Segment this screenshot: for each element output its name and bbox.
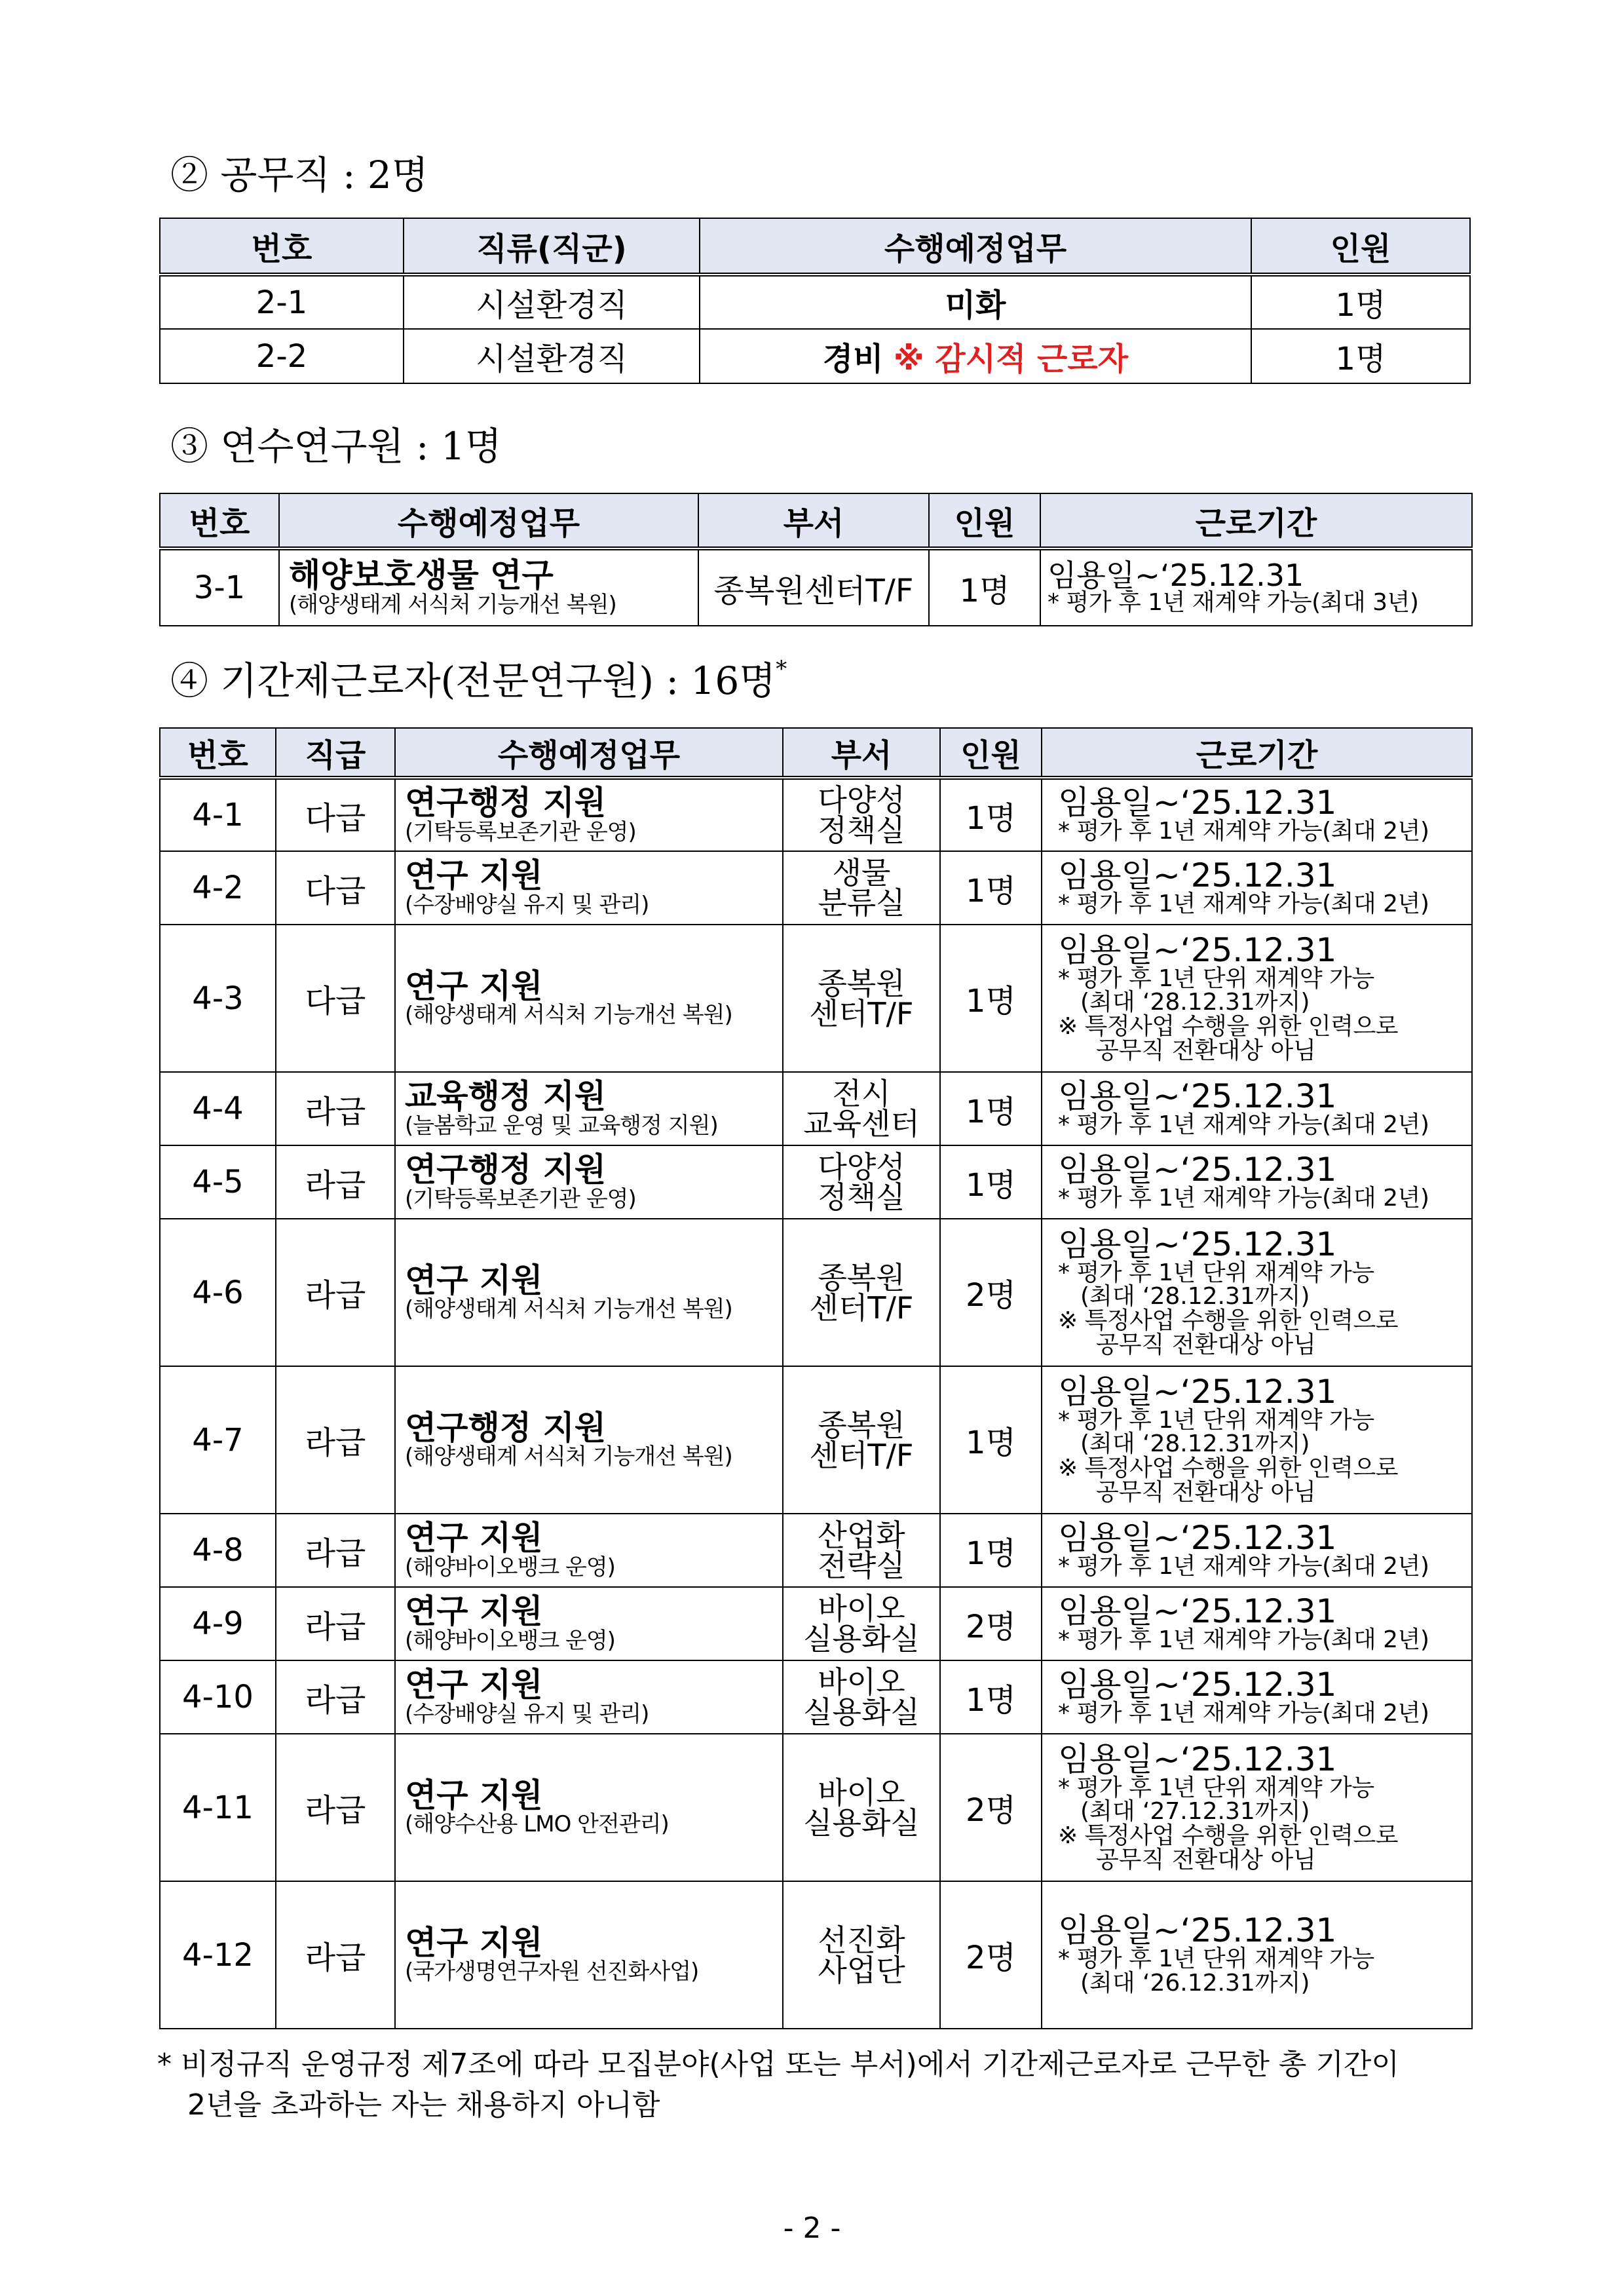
row-dept	[783, 1072, 940, 1145]
row-task	[395, 1660, 783, 1734]
period-date: 임용일~‘25.12.31	[1058, 1372, 1337, 1411]
task-detail: (기탁등록보존기관 운영)	[405, 1185, 636, 1212]
row-dept: 종복원센터T/F	[698, 548, 929, 626]
header-period: 근로기간	[1042, 728, 1472, 778]
period-remark-2: 공무직 전환대상 아님	[1096, 1478, 1316, 1506]
header-count: 인원	[940, 728, 1042, 778]
row-count: 2명	[940, 1881, 1042, 2029]
header-task: 수행예정업무	[279, 493, 698, 548]
header-dept: 부서	[783, 728, 940, 778]
row-task	[395, 1145, 783, 1219]
dept-line-1: 종복원	[818, 1259, 905, 1295]
task-detail: (해양바이오뱅크 운영)	[405, 1554, 615, 1580]
table-row	[160, 548, 1472, 626]
section-4-title-text: ④ 기간제근로자(전문연구원) : 16명	[170, 659, 776, 703]
period-date: 임용일~‘25.12.31	[1058, 856, 1337, 895]
task-detail: (기탁등록보존기관 운영)	[405, 818, 636, 845]
table-row	[160, 1366, 1472, 1514]
row-dept	[783, 1366, 940, 1514]
row-count: 2명	[940, 1219, 1042, 1366]
task-title: 연구 지원	[405, 1519, 543, 1558]
period-note: * 평가 후 1년 재계약 가능(최대 3년)	[1048, 589, 1419, 617]
period-remark-2: 공무직 전환대상 아님	[1096, 1331, 1316, 1358]
row-grade: 라급	[276, 1072, 395, 1145]
period-date: 임용일~‘25.12.31	[1058, 1592, 1337, 1631]
row-no: 4-4	[160, 1072, 276, 1145]
row-job-type: 시설환경직	[404, 275, 700, 329]
dept-line-2: 센터T/F	[809, 995, 914, 1031]
period-note: * 평가 후 1년 재계약 가능(최대 2년)	[1058, 890, 1429, 918]
row-dept	[783, 1587, 940, 1660]
dept-line-2: 정책실	[818, 1179, 905, 1215]
section-3-title: ③ 연수연구원 : 1명	[170, 424, 502, 469]
table-row	[160, 1734, 1472, 1881]
period-date: 임용일~‘25.12.31	[1058, 1077, 1337, 1116]
task-detail: (수장배양실 유지 및 관리)	[405, 1700, 649, 1727]
row-grade: 라급	[276, 1660, 395, 1734]
row-period	[1042, 851, 1472, 925]
task-title: 연구 지원	[405, 1261, 543, 1299]
footnote-line-2: 2년을 초과하는 자는 채용하지 아니함	[187, 2088, 660, 2122]
period-note: * 평가 후 1년 단위 재계약 가능	[1058, 1259, 1374, 1286]
task-detail: (해양수산용 LMO 안전관리)	[405, 1811, 669, 1838]
period-limit: (최대 ‘26.12.31까지)	[1080, 1970, 1310, 1997]
task-title: 연구행정 지원	[405, 784, 607, 822]
task-title: 연구행정 지원	[405, 1151, 607, 1189]
row-period	[1042, 1145, 1472, 1219]
row-no: 4-10	[160, 1660, 276, 1734]
header-task: 수행예정업무	[700, 218, 1251, 275]
dept-line-1: 바이오	[818, 1664, 905, 1700]
dept-line-1: 선진화	[818, 1922, 905, 1958]
period-limit: (최대 ‘28.12.31까지)	[1080, 1283, 1310, 1311]
row-task	[395, 1514, 783, 1587]
row-period	[1042, 1587, 1472, 1660]
row-count: 1명	[929, 548, 1040, 626]
row-task	[395, 1881, 783, 2029]
task-title: 연구 지원	[405, 1776, 543, 1814]
task-detail: (해양생태계 서식처 기능개선 복원)	[405, 1444, 732, 1470]
table-row	[160, 329, 1470, 383]
period-limit: (최대 ‘27.12.31까지)	[1080, 1798, 1310, 1826]
period-note: * 평가 후 1년 재계약 가능(최대 2년)	[1058, 818, 1429, 845]
dept-line-2: 센터T/F	[809, 1437, 914, 1473]
row-grade: 라급	[276, 1219, 395, 1366]
footnote-marker: *	[776, 656, 787, 682]
table-row	[160, 1660, 1472, 1734]
header-period: 근로기간	[1040, 493, 1472, 548]
period-remark: ※ 특정사업 수행을 위한 인력으로	[1058, 1307, 1399, 1334]
row-grade: 라급	[276, 1734, 395, 1881]
dept-line-2: 실용화실	[803, 1805, 920, 1841]
row-dept	[783, 778, 940, 851]
period-date: 임용일~‘25.12.31	[1058, 1151, 1337, 1189]
task-detail: (늘봄학교 운영 및 교육행정 지원)	[405, 1112, 718, 1139]
row-period	[1042, 778, 1472, 851]
row-period	[1042, 1219, 1472, 1366]
table-row	[160, 778, 1472, 851]
dept-line-1: 바이오	[818, 1774, 905, 1810]
period-note: * 평가 후 1년 재계약 가능(최대 2년)	[1058, 1185, 1429, 1212]
period-remark: ※ 특정사업 수행을 위한 인력으로	[1058, 1455, 1399, 1482]
row-grade: 라급	[276, 1881, 395, 2029]
row-count: 1명	[940, 851, 1042, 925]
row-no: 4-9	[160, 1587, 276, 1660]
dept-line-2: 전략실	[818, 1548, 905, 1583]
row-task	[395, 1366, 783, 1514]
table-row	[160, 1072, 1472, 1145]
period-note: * 평가 후 1년 재계약 가능(최대 2년)	[1058, 1553, 1429, 1580]
table-fixed-term-workers	[159, 727, 1473, 2029]
section-4-title	[170, 656, 787, 703]
footnote	[157, 2044, 1399, 2125]
table-row	[160, 1514, 1472, 1587]
row-period	[1042, 1881, 1472, 2029]
period-remark: ※ 특정사업 수행을 위한 인력으로	[1058, 1822, 1399, 1849]
task-detail: (해양생태계 서식처 기능개선 복원)	[405, 1002, 732, 1029]
header-dept: 부서	[698, 493, 929, 548]
row-no: 4-6	[160, 1219, 276, 1366]
period-note: * 평가 후 1년 재계약 가능(최대 2년)	[1058, 1700, 1429, 1727]
table-trainee-researcher	[159, 493, 1473, 626]
row-dept	[783, 851, 940, 925]
header-no: 번호	[160, 728, 276, 778]
task-title: 해양보호생물 연구	[289, 556, 554, 595]
period-note: * 평가 후 1년 재계약 가능(최대 2년)	[1058, 1111, 1429, 1139]
row-dept	[783, 1660, 940, 1734]
row-dept	[783, 1734, 940, 1881]
table-row	[160, 925, 1472, 1072]
dept-line-1: 종복원	[818, 1407, 905, 1443]
task-title: 연구행정 지원	[405, 1408, 607, 1447]
task-title: 연구 지원	[405, 856, 543, 895]
row-grade: 라급	[276, 1366, 395, 1514]
task-title: 연구 지원	[405, 1666, 543, 1704]
period-note: * 평가 후 1년 단위 재계약 가능	[1058, 965, 1374, 992]
dept-line-1: 다양성	[818, 1149, 905, 1185]
row-no: 4-1	[160, 778, 276, 851]
header-task: 수행예정업무	[395, 728, 783, 778]
dept-line-1: 전시	[832, 1076, 891, 1111]
row-count: 1명	[940, 1145, 1042, 1219]
task-detail: (수장배양실 유지 및 관리)	[405, 891, 649, 918]
row-task	[395, 1219, 783, 1366]
row-count: 1명	[1251, 275, 1470, 329]
period-note: * 평가 후 1년 단위 재계약 가능	[1058, 1406, 1374, 1434]
task-detail: (해양생태계 서식처 기능개선 복원)	[405, 1296, 732, 1323]
row-task	[279, 548, 698, 626]
row-count: 1명	[940, 925, 1042, 1072]
table-row	[160, 275, 1470, 329]
row-period	[1042, 1734, 1472, 1881]
dept-line-1: 생물	[832, 855, 891, 890]
row-dept	[783, 1514, 940, 1587]
period-remark-2: 공무직 전환대상 아님	[1096, 1037, 1316, 1064]
row-grade: 다급	[276, 778, 395, 851]
row-grade: 다급	[276, 851, 395, 925]
row-dept	[783, 1881, 940, 2029]
period-date: 임용일~‘25.12.31	[1058, 1519, 1337, 1558]
row-task: 미화	[700, 275, 1251, 329]
period-remark: ※ 특정사업 수행을 위한 인력으로	[1058, 1013, 1399, 1040]
row-task	[700, 329, 1251, 383]
row-grade: 라급	[276, 1514, 395, 1587]
task-title: 연구 지원	[405, 1923, 543, 1962]
row-count: 1명	[940, 1366, 1042, 1514]
row-grade: 라급	[276, 1145, 395, 1219]
row-period	[1042, 1660, 1472, 1734]
row-period	[1042, 1072, 1472, 1145]
table-row	[160, 1881, 1472, 2029]
period-date: 임용일~‘25.12.31	[1058, 1911, 1337, 1950]
period-date: 임용일~‘25.12.31	[1048, 558, 1304, 594]
dept-line-2: 실용화실	[803, 1621, 920, 1656]
period-date: 임용일~‘25.12.31	[1058, 1740, 1337, 1778]
row-count: 2명	[940, 1734, 1042, 1881]
period-date: 임용일~‘25.12.31	[1058, 784, 1337, 822]
row-no: 4-8	[160, 1514, 276, 1587]
header-count: 인원	[929, 493, 1040, 548]
task-note: ※ 감시적 근로자	[893, 341, 1129, 377]
task-title: 연구 지원	[405, 1592, 543, 1631]
header-grade: 직급	[276, 728, 395, 778]
dept-line-1: 다양성	[818, 782, 905, 818]
table-row	[160, 1587, 1472, 1660]
period-limit: (최대 ‘28.12.31까지)	[1080, 989, 1310, 1016]
period-note: * 평가 후 1년 단위 재계약 가능	[1058, 1945, 1374, 1973]
table-row	[160, 1219, 1472, 1366]
period-date: 임용일~‘25.12.31	[1058, 930, 1337, 969]
row-no: 3-1	[160, 548, 279, 626]
row-no: 4-2	[160, 851, 276, 925]
row-task	[395, 925, 783, 1072]
table-row	[160, 851, 1472, 925]
header-job-type: 직류(직군)	[404, 218, 700, 275]
period-note: * 평가 후 1년 단위 재계약 가능	[1058, 1774, 1374, 1801]
table-public-service	[159, 218, 1471, 384]
row-no: 2-1	[160, 275, 404, 329]
row-task	[395, 851, 783, 925]
row-period	[1042, 925, 1472, 1072]
header-no: 번호	[160, 218, 404, 275]
row-no: 4-12	[160, 1881, 276, 2029]
row-job-type: 시설환경직	[404, 329, 700, 383]
row-period	[1042, 1514, 1472, 1587]
row-count: 1명	[940, 1660, 1042, 1734]
row-no: 4-5	[160, 1145, 276, 1219]
dept-line-2: 실용화실	[803, 1694, 920, 1730]
row-dept	[783, 1145, 940, 1219]
dept-line-2: 사업단	[818, 1952, 905, 1988]
row-task	[395, 1072, 783, 1145]
dept-line-2: 교육센터	[803, 1106, 920, 1141]
period-date: 임용일~‘25.12.31	[1058, 1666, 1337, 1704]
row-task	[395, 1587, 783, 1660]
row-no: 4-11	[160, 1734, 276, 1881]
period-date: 임용일~‘25.12.31	[1058, 1225, 1337, 1263]
row-no: 4-3	[160, 925, 276, 1072]
dept-line-1: 바이오	[818, 1591, 905, 1626]
task-title: 연구 지원	[405, 966, 543, 1005]
dept-line-2: 센터T/F	[809, 1290, 914, 1326]
table-row	[160, 1145, 1472, 1219]
row-period	[1042, 1366, 1472, 1514]
row-no: 4-7	[160, 1366, 276, 1514]
task-detail: (해양생태계 서식처 기능개선 복원)	[289, 591, 616, 618]
row-count: 1명	[1251, 329, 1470, 383]
task-detail: (국가생명연구자원 선진화사업)	[405, 1959, 699, 1985]
period-limit: (최대 ‘28.12.31까지)	[1080, 1430, 1310, 1458]
row-count: 1명	[940, 1514, 1042, 1587]
section-2-title: ② 공무직 : 2명	[170, 153, 428, 197]
row-period	[1040, 548, 1472, 626]
task-title: 교육행정 지원	[405, 1077, 607, 1116]
row-task	[395, 778, 783, 851]
period-remark-2: 공무직 전환대상 아님	[1096, 1846, 1316, 1873]
dept-line-2: 분류실	[818, 885, 905, 921]
row-count: 1명	[940, 1072, 1042, 1145]
task-text: 경비	[822, 341, 884, 377]
row-no: 2-2	[160, 329, 404, 383]
footnote-line-1: * 비정규직 운영규정 제7조에 따라 모집분야(사업 또는 부서)에서 기간제근로자로 근무한 총 기간이	[157, 2048, 1399, 2081]
row-count: 2명	[940, 1587, 1042, 1660]
dept-line-1: 종복원	[818, 965, 905, 1001]
task-detail: (해양바이오뱅크 운영)	[405, 1627, 615, 1654]
row-count: 1명	[940, 778, 1042, 851]
header-no: 번호	[160, 493, 279, 548]
header-count: 인원	[1251, 218, 1470, 275]
row-grade: 다급	[276, 925, 395, 1072]
dept-line-2: 정책실	[818, 813, 905, 848]
page-number: - 2 -	[783, 2211, 841, 2245]
row-dept	[783, 1219, 940, 1366]
dept-line-1: 산업화	[818, 1518, 905, 1553]
row-task	[395, 1734, 783, 1881]
row-dept	[783, 925, 940, 1072]
period-note: * 평가 후 1년 재계약 가능(최대 2년)	[1058, 1626, 1429, 1654]
row-grade: 라급	[276, 1587, 395, 1660]
